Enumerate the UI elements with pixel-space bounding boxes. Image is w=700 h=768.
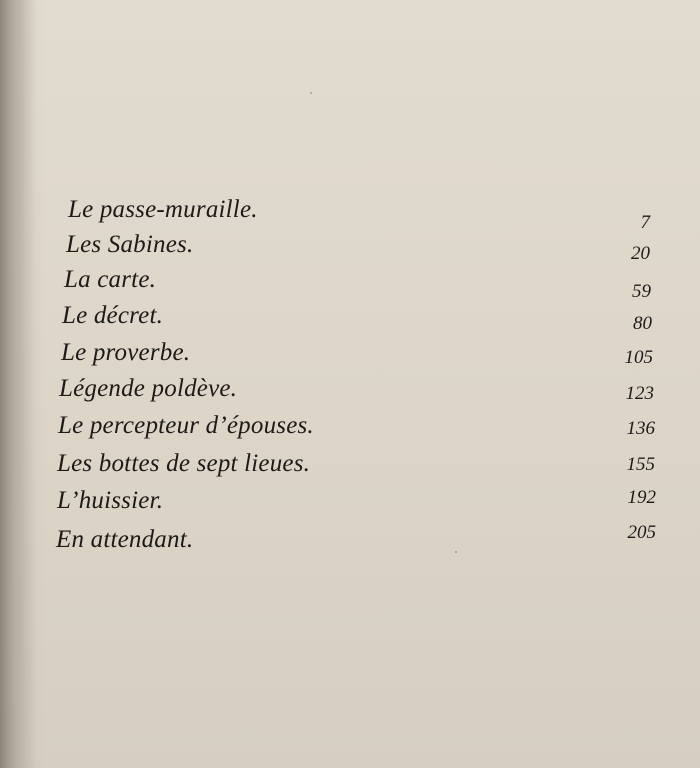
toc-entry-title: La carte. <box>64 266 157 293</box>
toc-entry-page: 20 <box>631 243 650 264</box>
toc-entry-title: Le décret. <box>62 302 164 329</box>
toc-entry-title: L’huissier. <box>57 487 164 514</box>
toc-entry-page: 136 <box>626 418 655 439</box>
toc-entry-title: Le passe-muraille. <box>68 196 258 223</box>
toc-entry-page: 155 <box>626 454 655 475</box>
toc-entry-title: Légende poldève. <box>59 375 238 402</box>
paper-speck <box>310 92 312 94</box>
toc-entry-page: 59 <box>632 281 651 302</box>
toc-entry-page: 205 <box>627 522 656 543</box>
toc-entry-title: Les Sabines. <box>66 231 194 258</box>
toc-entry-page: 80 <box>633 313 652 334</box>
toc-entry-page: 192 <box>627 487 656 508</box>
toc-entry-title: Les bottes de sept lieues. <box>57 450 311 477</box>
toc-entry-title: Le percepteur d’épouses. <box>58 412 314 439</box>
paper-speck <box>455 551 457 553</box>
toc-entry-title: Le proverbe. <box>61 339 191 366</box>
toc-entry-page: 123 <box>625 383 654 404</box>
toc-entry-page: 105 <box>624 347 653 368</box>
toc-entry-page: 7 <box>640 212 650 233</box>
toc-entry-title: En attendant. <box>56 526 194 553</box>
